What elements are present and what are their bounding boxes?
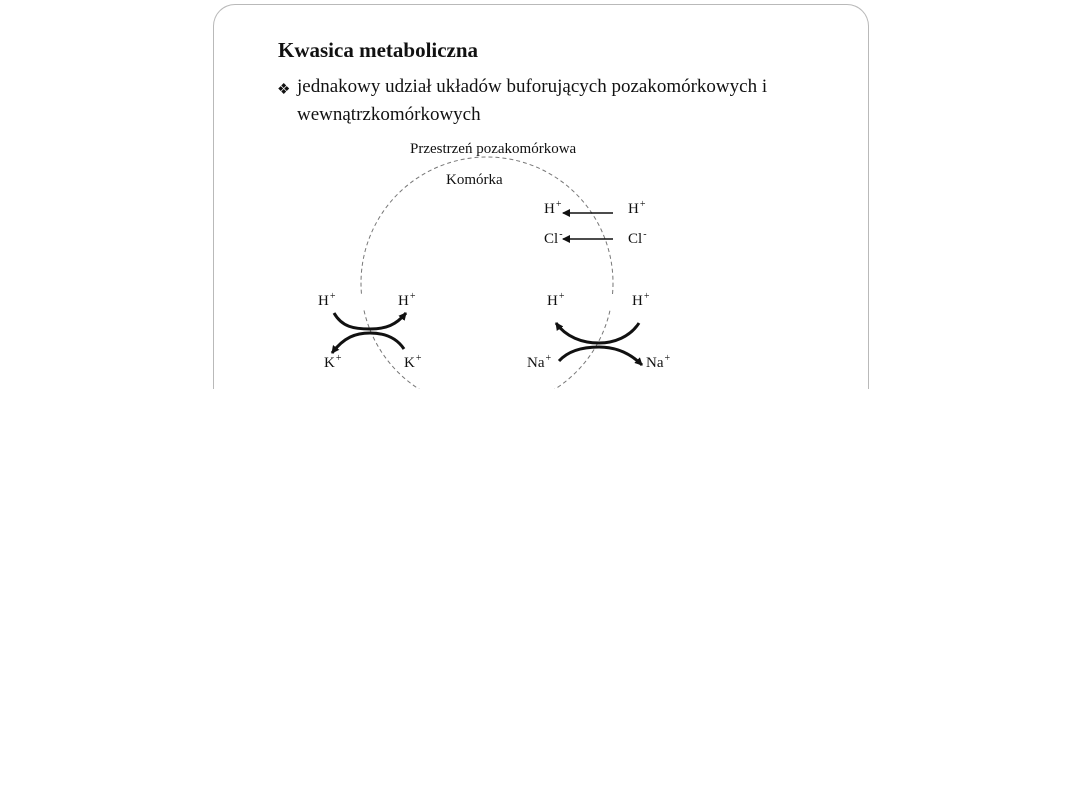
ion-label-h-inside-top: H+ — [544, 199, 562, 217]
slide-frame — [213, 4, 869, 389]
ion-label-k-outside: K+ — [324, 353, 342, 371]
ion-label-h-right-inside: H+ — [547, 291, 565, 309]
na-h-exchanger-arrows — [556, 323, 642, 365]
cell-membrane-circle — [361, 157, 613, 389]
ion-label-h-left-inside: H+ — [398, 291, 416, 309]
extracellular-space-label: Przestrzeń pozakomórkowa — [410, 141, 577, 157]
ion-label-na-outside: Na+ — [646, 353, 671, 371]
cell-label: Komórka — [446, 172, 503, 188]
bullet-diamond-icon: ❖ — [277, 82, 291, 98]
k-h-exchanger-arrows — [332, 313, 406, 353]
ion-label-cl-inside: Cl- — [544, 229, 563, 247]
membrane-gap-right — [607, 295, 615, 309]
ion-label-h-left-outside: H+ — [318, 291, 336, 309]
ion-label-h-right-outside: H+ — [632, 291, 650, 309]
ion-label-cl-outside: Cl- — [628, 229, 647, 247]
membrane-gap-left — [356, 295, 364, 309]
ion-label-h-outside-top: H+ — [628, 199, 646, 217]
ion-label-k-inside: K+ — [404, 353, 422, 371]
bullet-text-line-2: wewnątrzkomórkowych — [297, 104, 481, 125]
ion-label-na-inside: Na+ — [527, 353, 552, 371]
slide-title: Kwasica metaboliczna — [278, 38, 479, 62]
bullet-text-line-1: jednakowy udział układów buforujących pozakomórkowych i — [297, 76, 768, 97]
